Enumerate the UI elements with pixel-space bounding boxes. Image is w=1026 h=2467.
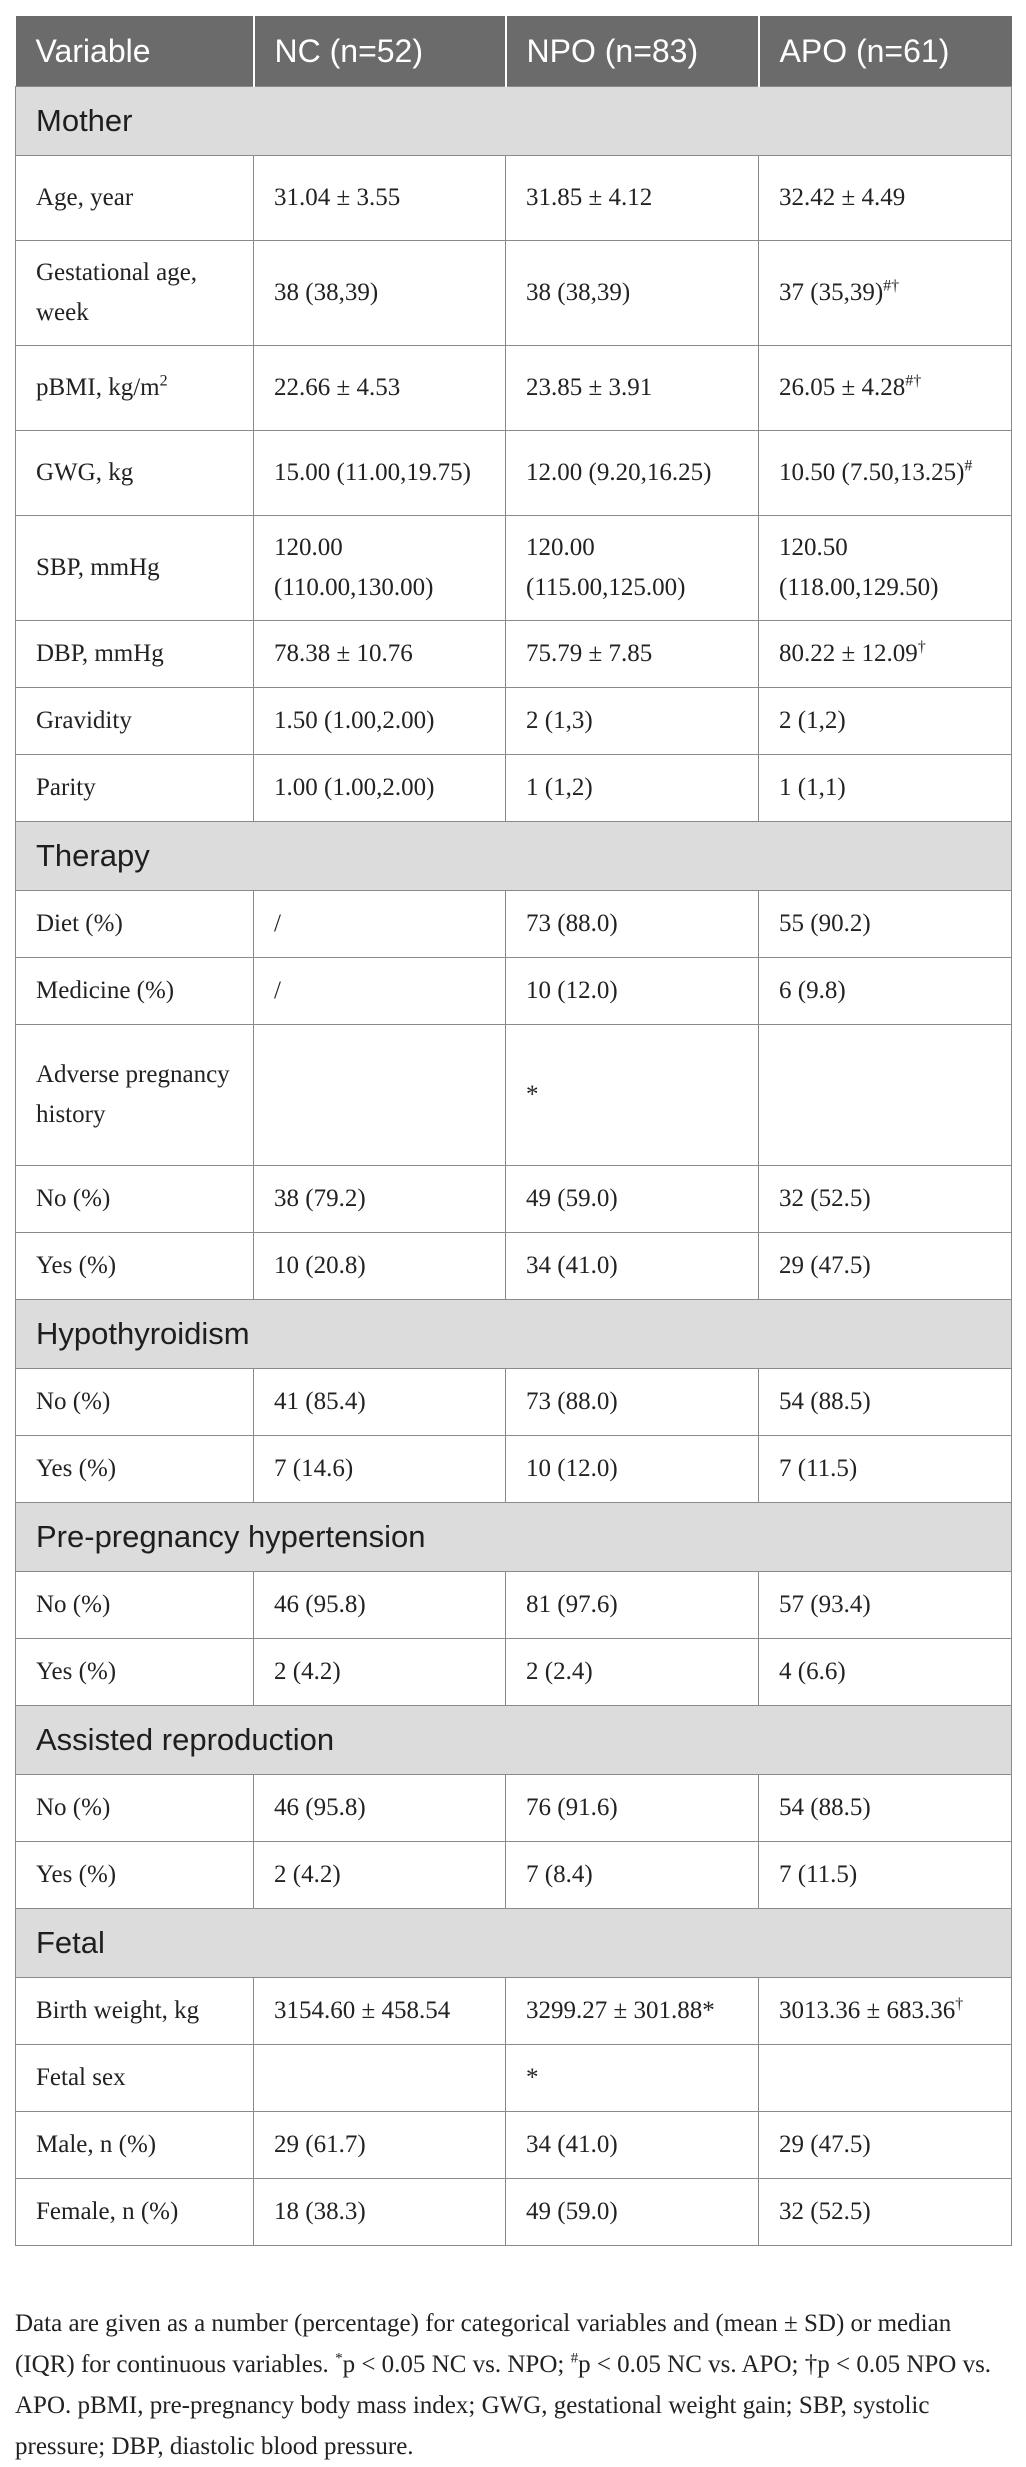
row-label: [16, 346, 254, 431]
table-row: [16, 1842, 1012, 1909]
section-row: [16, 1300, 1012, 1369]
section-row: [16, 1706, 1012, 1775]
cell-nc: /: [254, 891, 506, 958]
row-label: Yes (%): [16, 1233, 254, 1300]
unit-superscript: 2: [159, 372, 168, 390]
table-row: [16, 431, 1012, 516]
table-row: [16, 1436, 1012, 1503]
section-therapy: Therapy: [16, 822, 1012, 891]
table-row: [16, 1166, 1012, 1233]
cell-npo: 34 (41.0): [506, 1233, 759, 1300]
section-row: [16, 1909, 1012, 1978]
row-label: Gravidity: [16, 688, 254, 755]
significance-marker: #: [964, 457, 973, 475]
cell-apo: [759, 621, 1012, 688]
table-row: [16, 688, 1012, 755]
section-assisted-reproduction: Assisted reproduction: [16, 1706, 1012, 1775]
row-label: No (%): [16, 1166, 254, 1233]
cell-apo: [759, 1025, 1012, 1166]
cell-nc: 2 (4.2): [254, 1639, 506, 1706]
footnote-text-2: p < 0.05 NC vs. NPO;: [342, 2351, 571, 2378]
cell-apo: 55 (90.2): [759, 891, 1012, 958]
cell-nc: 29 (61.7): [254, 2112, 506, 2179]
table-container: [15, 16, 1011, 2246]
row-label: Adverse pregnancy history: [16, 1025, 254, 1166]
row-label: Medicine (%): [16, 958, 254, 1025]
cell-npo: 76 (91.6): [506, 1775, 759, 1842]
cell-nc: 15.00 (11.00,19.75): [254, 431, 506, 516]
cell-npo: 34 (41.0): [506, 2112, 759, 2179]
cell-npo: 10 (12.0): [506, 958, 759, 1025]
cell-nc: [254, 1025, 506, 1166]
cell-npo: 7 (8.4): [506, 1842, 759, 1909]
table-row: [16, 755, 1012, 822]
col-header-variable: Variable: [16, 16, 254, 87]
footnote-marker-hash: #: [570, 2350, 579, 2367]
cell-apo: [759, 346, 1012, 431]
cell-nc: 46 (95.8): [254, 1572, 506, 1639]
cell-apo-value: 10.50 (7.50,13.25): [779, 459, 965, 486]
row-label: No (%): [16, 1572, 254, 1639]
row-label: No (%): [16, 1369, 254, 1436]
row-label: Diet (%): [16, 891, 254, 958]
table-row: [16, 1233, 1012, 1300]
cell-npo: 120.00 (115.00,125.00): [506, 516, 759, 621]
cell-nc: 31.04 ± 3.55: [254, 156, 506, 241]
section-fetal: Fetal: [16, 1909, 1012, 1978]
cell-nc: 38 (38,39): [254, 241, 506, 346]
cell-npo: *: [506, 2045, 759, 2112]
table-row: [16, 1775, 1012, 1842]
cell-npo: 38 (38,39): [506, 241, 759, 346]
cell-apo: 7 (11.5): [759, 1436, 1012, 1503]
cell-npo: 10 (12.0): [506, 1436, 759, 1503]
cell-npo: 73 (88.0): [506, 891, 759, 958]
row-label: SBP, mmHg: [16, 516, 254, 621]
significance-marker: #†: [905, 372, 922, 390]
row-label: Birth weight, kg: [16, 1978, 254, 2045]
cell-apo-value: 80.22 ± 12.09: [779, 640, 918, 667]
cell-nc: 41 (85.4): [254, 1369, 506, 1436]
row-label: Yes (%): [16, 1639, 254, 1706]
table-row: [16, 2179, 1012, 2246]
section-mother: Mother: [16, 87, 1012, 156]
cell-npo: 49 (59.0): [506, 1166, 759, 1233]
table-row: [16, 1369, 1012, 1436]
significance-marker: #†: [883, 277, 900, 295]
cell-npo: 1 (1,2): [506, 755, 759, 822]
row-label: Age, year: [16, 156, 254, 241]
col-header-npo: NPO (n=83): [506, 16, 759, 87]
cell-npo: 2 (1,3): [506, 688, 759, 755]
table-row: [16, 241, 1012, 346]
cell-nc: 2 (4.2): [254, 1842, 506, 1909]
cell-nc: 10 (20.8): [254, 1233, 506, 1300]
cell-nc: 3154.60 ± 458.54: [254, 1978, 506, 2045]
cell-apo: 29 (47.5): [759, 1233, 1012, 1300]
cell-npo: 81 (97.6): [506, 1572, 759, 1639]
section-row: [16, 822, 1012, 891]
characteristics-table: [15, 16, 1012, 2246]
cell-nc: 7 (14.6): [254, 1436, 506, 1503]
cell-apo: [759, 2045, 1012, 2112]
row-label-text: pBMI, kg/m: [36, 374, 160, 401]
table-row: [16, 958, 1012, 1025]
significance-marker: †: [955, 1995, 964, 2013]
cell-npo: 23.85 ± 3.91: [506, 346, 759, 431]
cell-apo: 32 (52.5): [759, 1166, 1012, 1233]
cell-nc: 46 (95.8): [254, 1775, 506, 1842]
table-row: [16, 1572, 1012, 1639]
cell-npo: 49 (59.0): [506, 2179, 759, 2246]
section-row: [16, 1503, 1012, 1572]
cell-apo-value: 37 (35,39): [779, 279, 884, 306]
table-row: [16, 1025, 1012, 1166]
cell-apo: 2 (1,2): [759, 688, 1012, 755]
footnote-text-1: Data are given as a number (percentage) for categorical variables and (mean ± SD) or median (IQR) for continuous variables.: [15, 2310, 952, 2378]
cell-apo: 54 (88.5): [759, 1775, 1012, 1842]
cell-apo: 1 (1,1): [759, 755, 1012, 822]
cell-apo: 32 (52.5): [759, 2179, 1012, 2246]
row-label: Parity: [16, 755, 254, 822]
table-row: [16, 1639, 1012, 1706]
table-row: [16, 2112, 1012, 2179]
footnote-text-3: p < 0.05 NC vs. APO; †p < 0.05 NPO vs. APO. pBMI, pre-pregnancy body mass index; GWG, gestational weight gain; SBP, systolic pressure; DBP, diastolic blood pressure.: [15, 2351, 992, 2460]
cell-nc: 78.38 ± 10.76: [254, 621, 506, 688]
cell-apo: 32.42 ± 4.49: [759, 156, 1012, 241]
cell-nc: 18 (38.3): [254, 2179, 506, 2246]
table-row: [16, 156, 1012, 241]
cell-nc: /: [254, 958, 506, 1025]
header-row: [16, 16, 1012, 87]
col-header-apo: APO (n=61): [759, 16, 1012, 87]
cell-apo: 7 (11.5): [759, 1842, 1012, 1909]
cell-nc: [254, 2045, 506, 2112]
cell-npo: *: [506, 1025, 759, 1166]
cell-apo: 29 (47.5): [759, 2112, 1012, 2179]
cell-npo: 75.79 ± 7.85: [506, 621, 759, 688]
cell-nc: 22.66 ± 4.53: [254, 346, 506, 431]
cell-apo-value: 26.05 ± 4.28: [779, 374, 906, 401]
table-row: [16, 1978, 1012, 2045]
row-label: Yes (%): [16, 1436, 254, 1503]
cell-apo: 4 (6.6): [759, 1639, 1012, 1706]
row-label: Female, n (%): [16, 2179, 254, 2246]
cell-apo: 120.50 (118.00,129.50): [759, 516, 1012, 621]
row-label: Fetal sex: [16, 2045, 254, 2112]
col-header-nc: NC (n=52): [254, 16, 506, 87]
cell-apo: 6 (9.8): [759, 958, 1012, 1025]
table-row: [16, 891, 1012, 958]
table-row: [16, 2045, 1012, 2112]
table-row: [16, 621, 1012, 688]
cell-npo: 73 (88.0): [506, 1369, 759, 1436]
cell-npo: 12.00 (9.20,16.25): [506, 431, 759, 516]
row-label: Male, n (%): [16, 2112, 254, 2179]
cell-nc: 1.50 (1.00,2.00): [254, 688, 506, 755]
cell-apo: [759, 241, 1012, 346]
row-label: DBP, mmHg: [16, 621, 254, 688]
cell-apo-value: 3013.36 ± 683.36: [779, 1997, 956, 2024]
row-label: Yes (%): [16, 1842, 254, 1909]
section-hypertension: Pre-pregnancy hypertension: [16, 1503, 1012, 1572]
table-row: [16, 346, 1012, 431]
cell-nc: 38 (79.2): [254, 1166, 506, 1233]
cell-apo: 57 (93.4): [759, 1572, 1012, 1639]
cell-apo: [759, 431, 1012, 516]
cell-npo: 3299.27 ± 301.88*: [506, 1978, 759, 2045]
cell-npo: 2 (2.4): [506, 1639, 759, 1706]
row-label: GWG, kg: [16, 431, 254, 516]
section-hypothyroidism: Hypothyroidism: [16, 1300, 1012, 1369]
cell-apo: [759, 1978, 1012, 2045]
significance-marker: †: [917, 638, 926, 656]
cell-nc: 120.00 (110.00,130.00): [254, 516, 506, 621]
table-footnote: [15, 2303, 1013, 2467]
cell-nc: 1.00 (1.00,2.00): [254, 755, 506, 822]
footnote-marker-star: *: [335, 2350, 343, 2367]
row-label: No (%): [16, 1775, 254, 1842]
table-row: [16, 516, 1012, 621]
cell-npo: 31.85 ± 4.12: [506, 156, 759, 241]
row-label: Gestational age, week: [16, 241, 254, 346]
cell-apo: 54 (88.5): [759, 1369, 1012, 1436]
section-row: [16, 87, 1012, 156]
